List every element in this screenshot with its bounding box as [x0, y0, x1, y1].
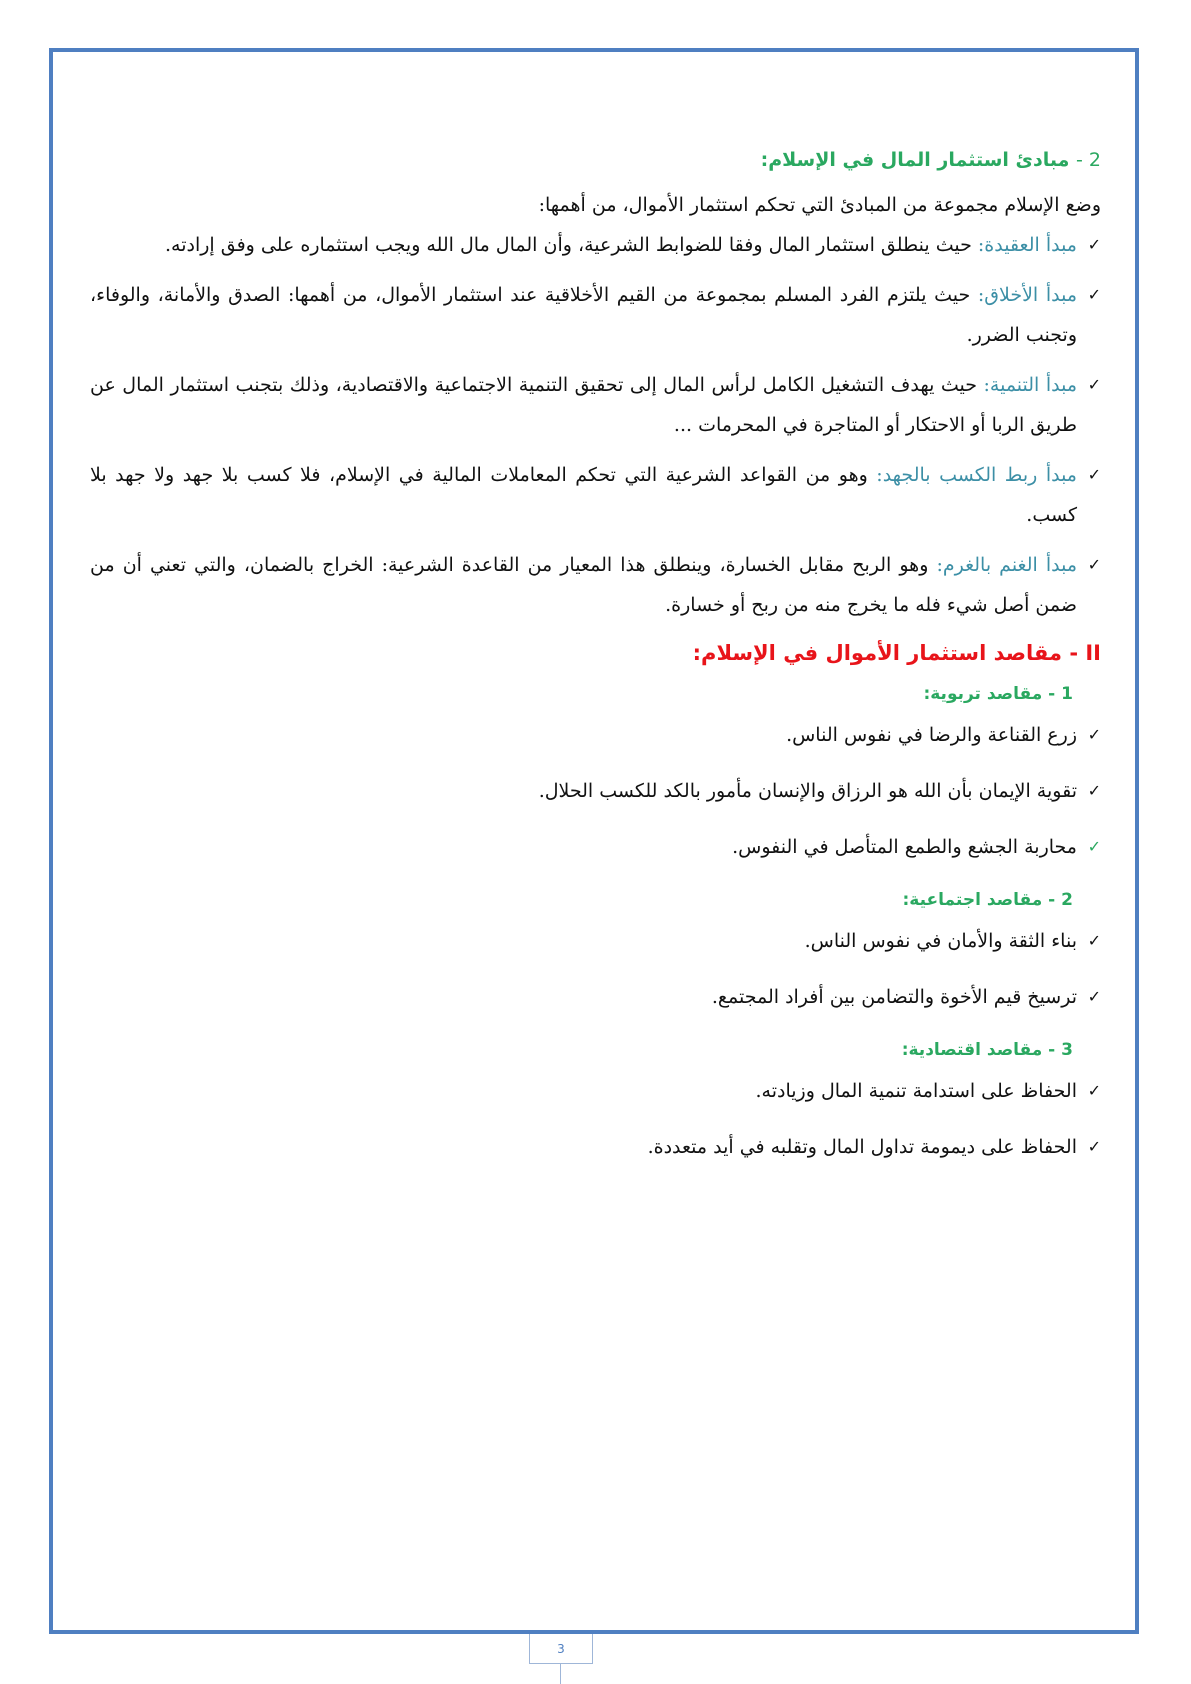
section-heading-principles: [90, 145, 1101, 175]
list-item: [90, 715, 1101, 755]
page-number: 3: [529, 1634, 593, 1664]
check-icon: ✓: [1087, 987, 1101, 1006]
check-icon: ✓: [1087, 725, 1101, 744]
list-item: [90, 225, 1101, 265]
subheading-educational: 1 - مقاصد تربوية:: [923, 684, 1073, 704]
principle-text: وهو الربح مقابل الخسارة، وينطلق هذا المعيار من القاعدة الشرعية: الخراج بالضمان، والتي تعني أن من ضمن أصل شيء فله ما يخرج منه من ربح أو خسارة.: [90, 554, 1077, 616]
document-body: [90, 145, 1101, 1183]
principle-text: حيث يهدف التشغيل الكامل لرأس المال إلى تحقيق التنمية الاجتماعية والاقتصادية، وذلك بتجنب استثمار المال عن طريق الربا أو الاحتكار أو المتاجرة في المحرمات ...: [90, 374, 1077, 436]
list-item: [90, 771, 1101, 811]
economic-list: [90, 1071, 1101, 1167]
check-icon: ✓: [1087, 837, 1101, 856]
list-item: [90, 455, 1101, 535]
list-item: [90, 1127, 1101, 1167]
check-icon: ✓: [1087, 375, 1101, 394]
check-icon: ✓: [1087, 781, 1101, 800]
principle-term: مبدأ التنمية:: [983, 374, 1078, 396]
check-icon: ✓: [1087, 1137, 1101, 1156]
principle-term: مبدأ العقيدة:: [977, 234, 1077, 256]
section-title: مبادئ استثمار المال في الإسلام:: [760, 149, 1070, 171]
check-icon: ✓: [1087, 555, 1101, 574]
list-item-text: بناء الثقة والأمان في نفوس الناس.: [804, 930, 1077, 952]
page-number-divider: [560, 1664, 561, 1684]
principle-text: حيث يلتزم الفرد المسلم بمجموعة من القيم الأخلاقية عند استثمار الأموال، من أهمها: الصدق والأمانة، والوفاء، وتجنب الضرر.: [90, 284, 1077, 346]
check-icon: ✓: [1087, 1081, 1101, 1100]
list-item-text: الحفاظ على ديمومة تداول المال وتقلبه في أيد متعددة.: [647, 1136, 1077, 1158]
section-number: 2 -: [1076, 149, 1101, 171]
social-list: [90, 921, 1101, 1017]
principles-list: [90, 225, 1101, 625]
list-item-text: محاربة الجشع والطمع المتأصل في النفوس.: [732, 836, 1077, 858]
check-icon: ✓: [1087, 235, 1101, 254]
list-item-text: الحفاظ على استدامة تنمية المال وزيادته.: [755, 1080, 1077, 1102]
educational-list: [90, 715, 1101, 867]
list-item: [90, 827, 1101, 867]
principle-term: مبدأ الأخلاق:: [977, 284, 1077, 306]
check-icon: ✓: [1087, 465, 1101, 484]
principle-text: وهو من القواعد الشرعية التي تحكم المعاملات المالية في الإسلام، فلا كسب بلا جهد ولا جهد بلا كسب.: [90, 464, 1077, 526]
list-item-text: تقوية الإيمان بأن الله هو الرزاق والإنسان مأمور بالكد للكسب الحلال.: [538, 780, 1077, 802]
list-item: [90, 1071, 1101, 1111]
principle-term: مبدأ الغنم بالغرم:: [936, 554, 1077, 576]
check-icon: ✓: [1087, 931, 1101, 950]
intro-paragraph: وضع الإسلام مجموعة من المبادئ التي تحكم استثمار الأموال، من أهمها:: [538, 194, 1101, 216]
list-item: [90, 275, 1101, 355]
list-item: [90, 365, 1101, 445]
list-item: [90, 545, 1101, 625]
list-item: [90, 921, 1101, 961]
subheading-social: 2 - مقاصد اجتماعية:: [902, 890, 1073, 910]
list-item-text: زرع القناعة والرضا في نفوس الناس.: [786, 724, 1077, 746]
check-icon: ✓: [1087, 285, 1101, 304]
subheading-economic: 3 - مقاصد اقتصادية:: [901, 1040, 1073, 1060]
principle-term: مبدأ ربط الكسب بالجهد:: [876, 464, 1077, 486]
part-heading-objectives: II - مقاصد استثمار الأموال في الإسلام:: [692, 641, 1101, 665]
list-item: [90, 977, 1101, 1017]
list-item-text: ترسيخ قيم الأخوة والتضامن بين أفراد المجتمع.: [711, 986, 1077, 1008]
principle-text: حيث ينطلق استثمار المال وفقا للضوابط الشرعية، وأن المال مال الله ويجب استثماره على وفق إرادته.: [164, 234, 978, 256]
